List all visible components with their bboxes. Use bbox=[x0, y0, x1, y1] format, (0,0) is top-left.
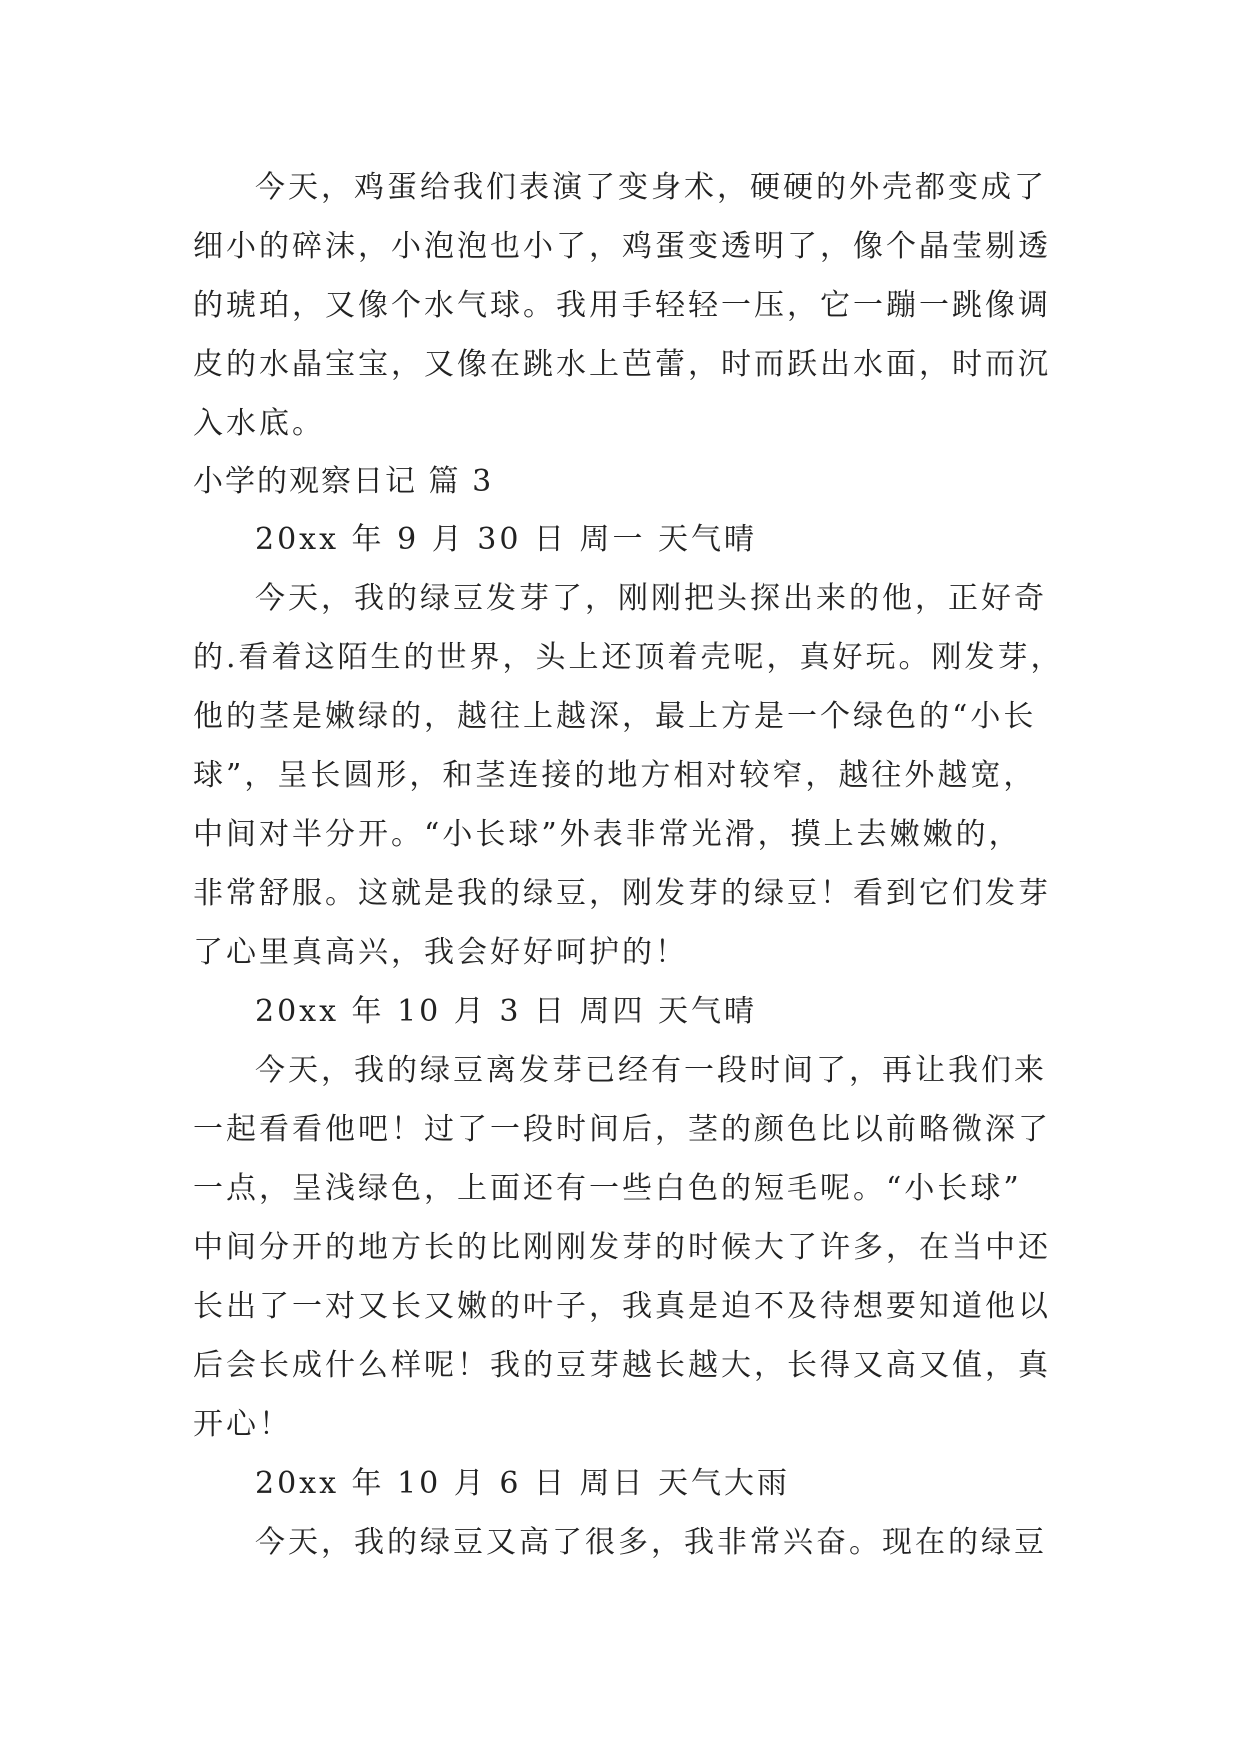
paragraph-line: 他的茎是嫩绿的，越往上越深，最上方是一个绿色的“小长 bbox=[193, 699, 1037, 734]
paragraph-line: 今天，鸡蛋给我们表演了变身术，硬硬的外壳都变成了 bbox=[255, 170, 1047, 205]
paragraph-line: 今天，我的绿豆发芽了，刚刚把头探出来的他，正好奇 bbox=[255, 581, 1047, 616]
paragraph-line: 今天，我的绿豆离发芽已经有一段时间了，再让我们来 bbox=[255, 1053, 1047, 1088]
paragraph-line: 细小的碎沫，小泡泡也小了，鸡蛋变透明了，像个晶莹剔透 bbox=[193, 229, 1051, 264]
date-line: 20xx 年 10 月 6 日 周日 天气大雨 bbox=[255, 1466, 791, 1501]
paragraph-line: 非常舒服。这就是我的绿豆，刚发芽的绿豆！看到它们发芽 bbox=[193, 876, 1051, 911]
paragraph-line: 入水底。 bbox=[193, 406, 325, 441]
paragraph-line: 中间对半分开。“小长球”外表非常光滑，摸上去嫩嫩的， bbox=[193, 817, 1022, 852]
paragraph-line: 皮的水晶宝宝，又像在跳水上芭蕾，时而跃出水面，时而沉 bbox=[193, 347, 1051, 382]
date-line: 20xx 年 10 月 3 日 周四 天气晴 bbox=[255, 994, 758, 1029]
paragraph-line: 一起看看他吧！过了一段时间后，茎的颜色比以前略微深了 bbox=[193, 1112, 1051, 1147]
paragraph-line: 长出了一对又长又嫩的叶子，我真是迫不及待想要知道他以 bbox=[193, 1289, 1051, 1324]
paragraph-line: 球”，呈长圆形，和茎连接的地方相对较窄，越往外越宽， bbox=[193, 758, 1037, 793]
paragraph-line: 开心！ bbox=[193, 1407, 292, 1442]
paragraph-line: 今天，我的绿豆又高了很多，我非常兴奋。现在的绿豆 bbox=[255, 1525, 1047, 1560]
paragraph-line: 的琥珀，又像个水气球。我用手轻轻一压，它一蹦一跳像调 bbox=[193, 288, 1051, 323]
paragraph-line: 一点，呈浅绿色，上面还有一些白色的短毛呢。“小长球” bbox=[193, 1171, 1022, 1206]
paragraph-line: 中间分开的地方长的比刚刚发芽的时候大了许多，在当中还 bbox=[193, 1230, 1051, 1265]
document-body bbox=[193, 158, 1063, 1572]
paragraph-line: 后会长成什么样呢！我的豆芽越长越大，长得又高又值，真 bbox=[193, 1348, 1051, 1383]
date-line: 20xx 年 9 月 30 日 周一 天气晴 bbox=[255, 522, 758, 557]
paragraph-line: 的.看着这陌生的世界，头上还顶着壳呢，真好玩。刚发芽， bbox=[193, 640, 1064, 675]
section-heading: 小学的观察日记 篇 3 bbox=[193, 464, 494, 499]
paragraph-line: 了心里真高兴，我会好好呵护的！ bbox=[193, 935, 688, 970]
